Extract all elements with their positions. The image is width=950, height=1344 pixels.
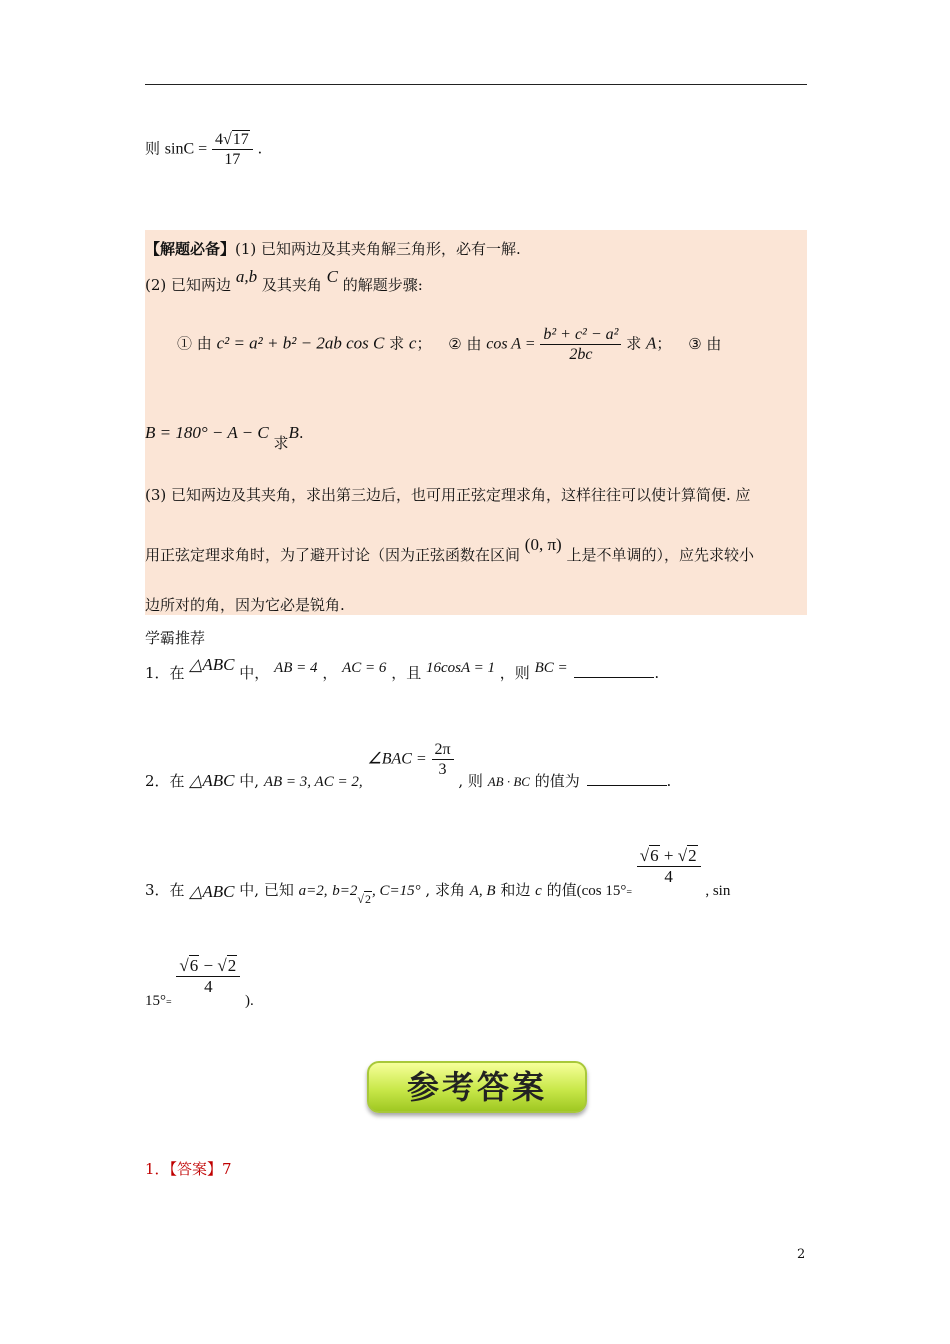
q3-c: , C=15° [372,882,421,899]
question-3: 3．在 △ABC 中, 已知 a=2, $b=2_{√2}$, C=15° , 求角 A, B 和边 c 的值(cos $15^\circ_=$ $\frac{√6 + √2}{4}$ , sin [145,846,731,906]
step1-var: c [408,333,417,353]
tips-p3-line1: (3) 已知两边及其夹角，求出第三边后，也可用正弦定理求角，这样往往可以使计算简便. 应 [145,486,751,504]
step2-denominator: 2bc [569,346,593,364]
step1-end: ； [416,334,432,353]
q2-end: . [666,771,672,790]
num-coef: 4 [214,131,223,148]
result-prefix: 则 [145,139,161,158]
p2-angle: C [326,267,338,286]
q3-a: a=2, [298,882,328,899]
step2-fraction [540,325,621,364]
step2-end: ； [656,334,672,353]
step2-var: A [646,333,657,353]
sin-rad-b: 2 [227,956,237,975]
q3-t1: 中, 已知 [239,880,294,899]
q2-answer-blank[interactable] [587,771,667,786]
q1-t3: ，则 [499,664,530,682]
q2-vector: AB · BC [487,773,530,789]
section-title: 学霸推荐 [145,629,206,647]
step3-label: ③ 由 [688,334,722,353]
q3-t5: , sin [705,882,731,899]
p2-post: 的解题步骤: [342,276,423,294]
step1-label: ① 由 [177,334,212,353]
q3-cvar: c [535,882,542,899]
q1-condition: 16cosA = 1 [426,660,496,676]
q1-num: 1．在 [145,664,185,682]
tips-heading: 【解题必备】 [145,240,236,258]
q3-l2-pre: 15° [145,992,166,1009]
question-3-line2 [145,956,254,1009]
step3-formula: B = 180° − A − C [145,423,269,442]
answer-1: 1．【答案】7 [145,1160,232,1178]
tips-p3-line2 [145,535,754,565]
q1-ab: AB = 4 [274,660,318,676]
q3-eq: = [626,886,632,898]
step2-seek: 求 [626,334,642,353]
sin-rad-a: 6 [189,956,199,975]
result-fraction: $\frac{4√17}{17}$ [212,130,253,169]
cos-rad-b: 2 [688,846,697,865]
tips-p3-line3: 边所对的角，因为它必是锐角. [145,596,345,614]
q1-bc: BC = [534,660,568,676]
q3-sin-fraction: $\frac{√6 - √2}{4}$ [176,956,240,998]
tips-steps [177,325,807,364]
q2-t2: , 则 [458,771,483,790]
q1-c1: ， [322,664,338,682]
q3-l2-end: ). [244,992,254,1009]
result-suffix: . [257,139,263,158]
tips-p2 [145,267,423,295]
p2-pre: (2) 已知两边 [145,276,232,294]
question-1 [145,655,660,683]
q1-answer-blank[interactable] [574,663,654,678]
q2-num: 2．在 [145,771,185,790]
q3-b: b=2 [332,882,358,899]
q1-t2: ，且 [391,664,422,682]
q3-cos-fraction: $\frac{√6 + √2}{4}$ [637,846,701,888]
p3-interval: (0, π) [524,535,562,554]
q1-ac: AC = 6 [342,660,387,676]
q3-t2: , 求角 [425,880,465,899]
q1-triangle: △ABC [189,655,235,674]
q2-triangle: △ABC [189,770,235,790]
reference-answer-banner: 参考答案 [367,1061,587,1113]
q3-t3: 和边 [500,880,531,899]
q3-t4: 的值(cos 15° [546,882,627,899]
q3-triangle: △ABC [189,881,235,901]
q2-denominator: 3 [438,761,447,779]
q2-fraction [432,740,454,779]
step1-formula: c² = a² + b² − 2ab cos C [216,333,385,353]
step1-seek: 求 [389,334,405,353]
result-line [145,130,262,169]
cos-denominator: 4 [664,867,673,887]
step2-numerator: b² + c² − a² [540,325,621,345]
q2-t3: 的值为 [534,771,580,790]
p3-line2-pre: 用正弦定理求角时，为了避开讨论（因为正弦函数在区间 [145,546,521,564]
q3-num: 3．在 [145,880,185,899]
q3-b-radicand: 2 [365,891,371,906]
step3-end: . [298,424,304,442]
question-2 [145,740,672,790]
result-denominator: 17 [224,151,241,169]
q1-t1: 中， [239,664,270,682]
cos-plus: + [659,846,678,865]
page-number: 2 [797,1247,806,1262]
sin-denominator: 4 [204,977,213,997]
q2-t1: 中, [239,771,260,790]
sin-minus: − [199,956,218,975]
cos-rad-a: 6 [650,846,659,865]
step2-lhs: cos A = [486,335,536,353]
tips-step3 [145,422,304,452]
q3-vars: A, B [469,882,496,899]
q3-eq-2: = [166,996,172,1008]
result-expr: sinC = [164,140,208,158]
tips-box [145,230,807,615]
q2-numerator: 2π [432,740,454,760]
q2-given: AB = 3, AC = 2, [263,773,363,790]
step2-label: ② 由 [448,334,482,353]
p3-line2-post: 上是不单调的），应先求较小 [566,546,754,564]
header-rule [145,84,807,85]
q2-angle: ∠BAC = [367,750,427,768]
tips-p1 [145,238,521,259]
step3-seek: 求 [273,434,289,452]
p2-vars: a,b [235,267,258,286]
p2-mid: 及其夹角 [261,276,322,294]
num-radicand: 17 [232,131,249,148]
step3-var: B [288,423,299,442]
q1-end: . [654,664,660,682]
tips-p1-text: (1) 已知两边及其夹角解三角形，必有一解. [235,240,521,258]
